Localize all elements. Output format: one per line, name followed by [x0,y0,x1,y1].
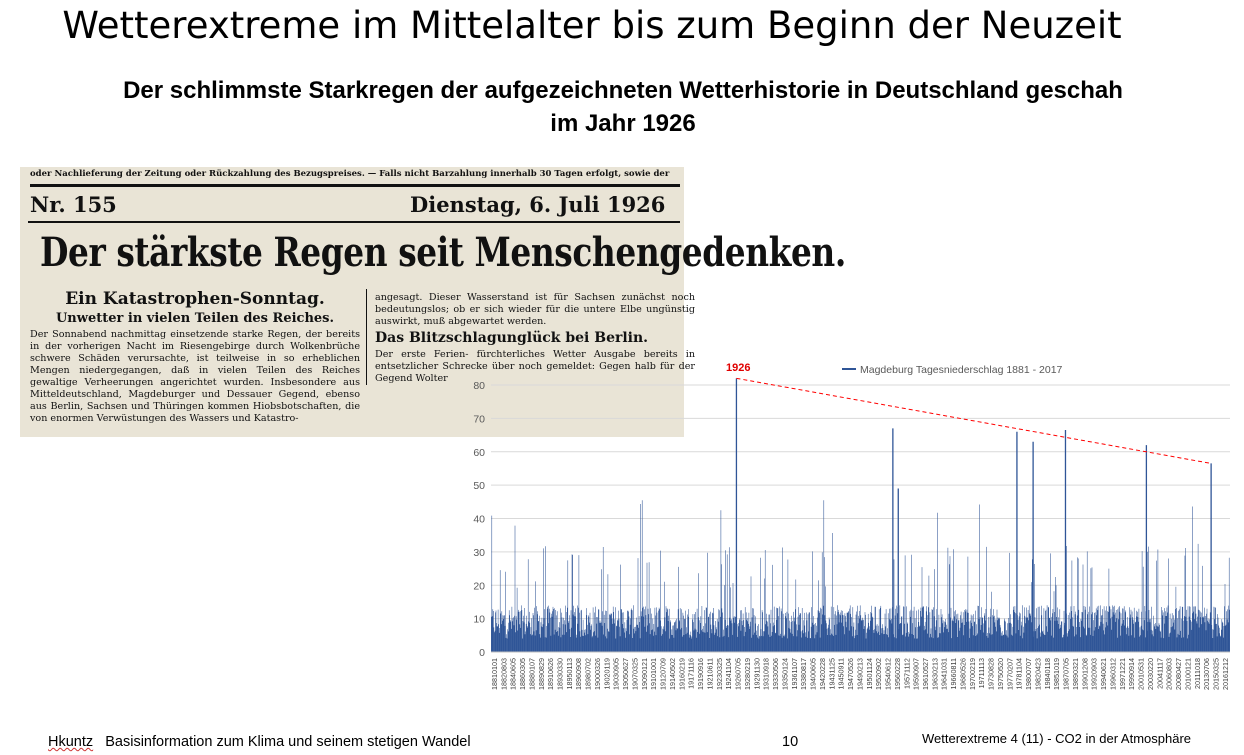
trend-line [736,378,1211,463]
y-tick-label: 30 [473,546,485,559]
x-tick-label: 19630213 [930,658,940,691]
x-tick-label: 19560228 [892,658,902,690]
x-tick-label: 19280219 [742,657,752,690]
x-tick-label: 19260705 [733,658,743,691]
footer-course: Basisinformation zum Klima und seinem stetigen Wandel [105,734,471,750]
x-tick-label: 19291130 [752,657,762,690]
x-tick-label: 19361107 [789,658,799,690]
x-tick-label: 19241104 [724,658,734,690]
x-tick-label: 19210611 [705,658,715,690]
footer-right: Wetterextreme 4 (11) - CO2 in der Atmosphäre [922,731,1192,746]
x-tick-label: 19400605 [808,657,818,690]
x-tick-label: 19520902 [874,657,884,690]
x-tick-label: 19990914 [1127,658,1137,691]
x-tick-label: 19770207 [1005,657,1015,690]
x-tick-label: 19711113 [977,657,987,689]
x-tick-label: 19800707 [1024,658,1034,690]
x-tick-label: 19840118 [1042,657,1052,690]
x-tick-label: 19700219 [967,658,977,691]
x-tick-label: 19190916 [696,658,706,691]
newspaper-top-line: oder Nachlieferung der Zeitung oder Rückzahlung des Bezugspreises. — Falls nicht Barzahlung innerhalb 30 Tagen erfolgt, sowie der [30,169,680,187]
x-tick-label: 19000326 [593,658,603,690]
x-tick-label: 18810101 [489,658,499,690]
x-tick-label: 19971221 [1117,657,1127,690]
x-tick-label: 18890829 [536,658,546,691]
x-tick-label: 19641031 [939,657,949,690]
x-tick-label: 18960908 [574,657,584,690]
x-tick-label: 19350124 [780,657,790,690]
x-tick-label: 20161212 [1220,658,1230,690]
x-tick-label: 18820803 [499,658,509,691]
newspaper-issue-number: Nr. 155 [30,192,117,217]
y-tick-label: 50 [473,480,485,493]
column-1-subheading: Unwetter in vielen Teilen des Reiches. [55,311,335,326]
x-tick-label: 19920903 [1089,658,1099,690]
x-tick-label: 19090121 [639,657,649,690]
footer-author: Hkuntz [48,734,94,750]
x-tick-label: 19610527 [921,657,931,690]
x-tick-label: 19431125 [827,658,837,690]
column-1-heading: Ein Katastrophen-Sonntag. [65,289,325,309]
newspaper-rule [28,221,680,223]
x-tick-label: 19030905 [611,657,621,690]
y-tick-label: 0 [479,647,485,659]
column-2-heading: Das Blitzschlagunglück bei Berlin. [375,330,649,346]
x-tick-label: 18880107 [527,658,537,690]
x-tick-label: 19450911 [836,658,846,690]
x-tick-label: 19470526 [846,657,856,690]
newspaper-headline: Der stärkste Regen seit Menschengedenken. [40,229,846,276]
x-tick-label: 19171116 [686,657,696,689]
y-tick-label: 20 [473,580,485,593]
x-tick-label: 19940621 [1099,658,1109,691]
y-tick-label: 70 [473,413,485,426]
x-tick-label: 20041117 [1155,658,1165,689]
x-tick-label: 19540612 [883,657,893,690]
footer-page-number: 10 [782,734,799,750]
annotation-1926: 1926 [726,362,751,374]
daily-precipitation-bars [491,500,1229,652]
x-tick-label: 19870705 [1061,658,1071,691]
x-tick-label: 20060803 [1164,658,1174,691]
x-tick-label: 19420228 [817,657,827,690]
x-tick-label: 20130706 [1202,658,1212,691]
x-tick-label: 20111018 [1192,658,1202,689]
x-tick-label: 19330506 [771,658,781,691]
column-1-body: Der Sonnabend nachmittag einsetzende starke Regen, der bereits in der vorherigen Nacht im Riesengebirge durch Wolkenbrüche schwere Schäden verursachte, ist teilweise in so erheblichen Mengen niedergegangen, daß in vielen Teilen des Reiches gewaltige Verheerungen angerichtet wurden. Insbesondere aus Mitteldeutschland, Magdeburger und Dessauer Gegend, ebenso aus Berlin, Sachsen und Thüringen kommen Hiobsbotschaften, die von enormen Verwüstungen des Wassers und Katastro- [30,329,360,424]
x-tick-label: 19571112 [902,658,912,689]
x-tick-label: 19851019 [1052,657,1062,690]
x-tick-label: 19380817 [799,658,809,691]
y-tick-label: 60 [473,446,485,459]
newspaper-date: Dienstag, 6. Juli 1926 [410,192,666,217]
x-tick-label: 20010531 [1136,658,1146,691]
x-tick-label: 19680526 [958,658,968,690]
x-tick-label: 18930330 [555,657,565,690]
x-tick-label: 19590907 [911,657,921,690]
x-tick-label: 20150325 [1211,657,1221,690]
x-tick-label: 19730828 [986,657,996,690]
footer-left [48,734,471,750]
x-tick-label: 18910626 [546,657,556,690]
y-tick-label: 10 [473,613,485,626]
precipitation-chart [468,355,1244,731]
x-tick-label: 20100121 [1183,657,1193,690]
newspaper-column-1 [30,289,360,425]
x-tick-label: 19750520 [996,658,1006,691]
x-tick-label: 19960312 [1108,657,1118,690]
x-tick-label: 18860305 [518,657,528,690]
x-tick-label: 19160219 [677,657,687,690]
x-tick-label: 19120709 [658,658,668,690]
x-tick-label: 18980702 [583,657,593,690]
x-tick-label: 19230325 [714,657,724,690]
y-tick-label: 80 [473,380,485,392]
slide-title: Wetterextreme im Mittelalter bis zum Beginn der Neuzeit [62,4,1122,47]
x-tick-label: 19140502 [668,658,678,691]
x-tick-label: 20030220 [1145,657,1155,690]
x-tick-label: 19820423 [1033,658,1043,691]
subtitle-line-2: im Jahr 1926 [550,110,696,137]
x-tick-label: 19501124 [864,658,874,690]
x-tick-label: 18840605 [508,657,518,690]
subtitle-line-1: Der schlimmste Starkregen der aufgezeichneten Wetterhistorie in Deutschland geschah [123,77,1123,104]
x-tick-label: 19101001 [649,657,659,690]
column-2-body-top: angesagt. Dieser Wasserstand ist für Sachsen zunächst noch bedeutungslos; ob er sich wieder für die untere Elbe ungünstig auswirkt, muß abgewartet werden. [375,292,695,327]
x-tick-label: 20080427 [1174,657,1184,690]
x-tick-label: 19490213 [855,658,865,690]
x-tick-label: 19310918 [761,658,771,691]
x-tick-label: 19781104 [1014,657,1024,690]
x-tick-label: 19020119 [602,658,612,690]
x-tick-label: 18950113 [564,658,574,690]
y-tick-label: 40 [473,513,485,526]
x-tick-label: 19050627 [621,657,631,690]
x-tick-label: 19070325 [630,658,640,691]
x-tick-label: 19901208 [1080,657,1090,690]
x-tick-label: 19890321 [1071,658,1081,691]
x-tick-label: 19660811 [949,657,959,690]
column-2-body-bottom: Der erste Ferien- fürchterliches Wetter Ausgabe bereits in entsetzlicher Schrecke über noch gemeldet: Gegen halb für der Gegend Wolter [375,349,695,384]
slide-subtitle [70,74,1176,140]
legend-label: Magdeburg Tagesniederschlag 1881 - 2017 [860,364,1063,376]
